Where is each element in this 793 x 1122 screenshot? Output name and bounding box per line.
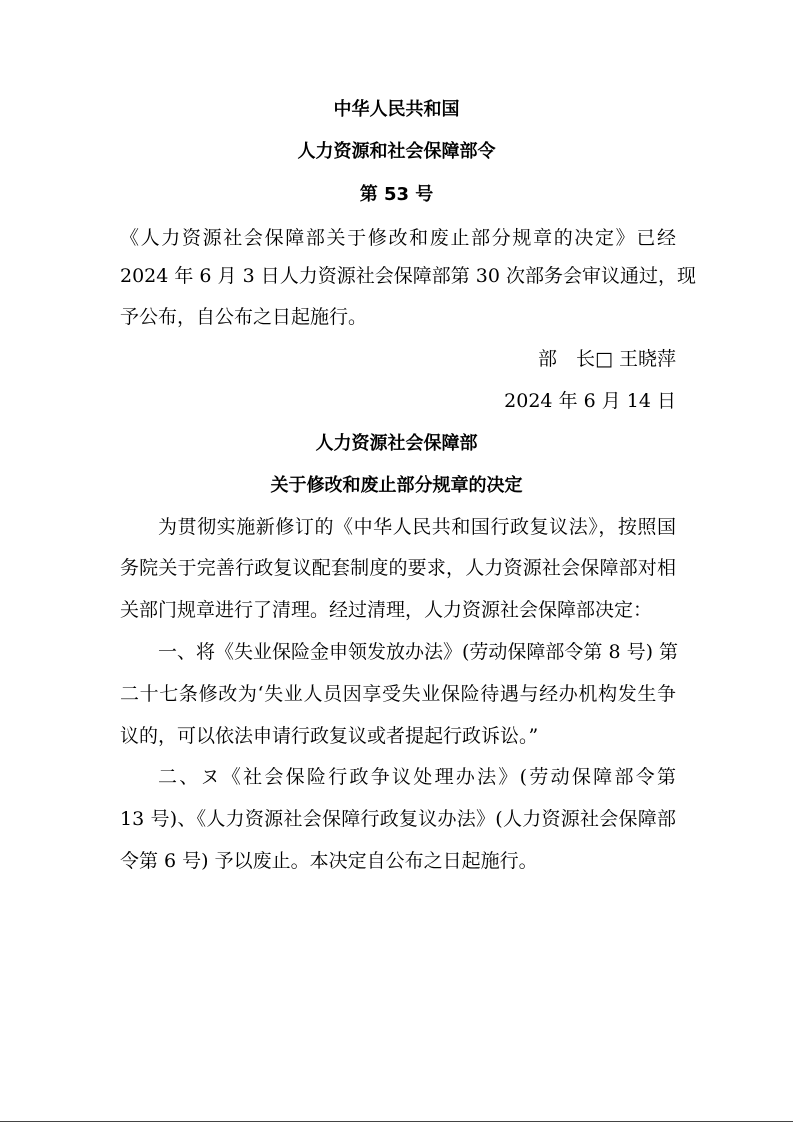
- preamble-line-1: 《人力资源社会保障部关于修改和废止部分规章的决定》已经: [120, 227, 676, 249]
- body-paragraph-1-line-2: 务院关于完善行政复议配套制度的要求，人力资源社会保障部对相: [120, 557, 676, 579]
- decree-number: 第 53 号: [359, 184, 434, 205]
- issuer-name: 中华人民共和国: [333, 99, 460, 120]
- body-paragraph-1-line-1: 为贯彻实施新修订的《中华人民共和国行政复议法》，按照国: [158, 516, 676, 538]
- decree-title: 人力资源和社会保障部令: [297, 141, 496, 162]
- body-paragraph-2-line-2: 二十七条修改为‘失业人员因享受失业保险待遇与经办机构发生争: [120, 683, 676, 705]
- body-paragraph-2-line-1: 一、将《失业保险金申领发放办法》(劳动保障部令第 8 号) 第: [158, 641, 679, 663]
- decision-title-line-2: 关于修改和废止部分规章的决定: [270, 475, 523, 496]
- body-paragraph-3-line-1: 二、ヌ《社会保险行政争议处理办法》(劳动保障部令第: [158, 766, 676, 788]
- decision-title-line-1: 人力资源社会保障部: [315, 433, 478, 454]
- body-paragraph-2-line-3: 议的，可以依法申请行政复议或者提起行政诉讼。”: [120, 725, 539, 747]
- body-paragraph-3-line-2: 13 号)、《人力资源社会保障行政复议办法》(人力资源社会保障部: [120, 808, 676, 830]
- signature-date: 2024 年 6 月 14 日: [504, 390, 676, 412]
- preamble-line-2: 2024 年 6 月 3 日人力资源社会保障部第 30 次部务会审议通过，现: [120, 265, 696, 287]
- body-paragraph-1-line-3: 关部门规章进行了清理。经过清理，人力资源社会保障部决定：: [120, 599, 653, 621]
- preamble-line-3: 予公布，自公布之日起施行。: [120, 306, 368, 328]
- body-paragraph-3-line-3: 令第 6 号) 予以废止。本决定自公布之日起施行。: [120, 850, 538, 872]
- minister-signature: 部 长□ 王晓萍: [538, 348, 676, 370]
